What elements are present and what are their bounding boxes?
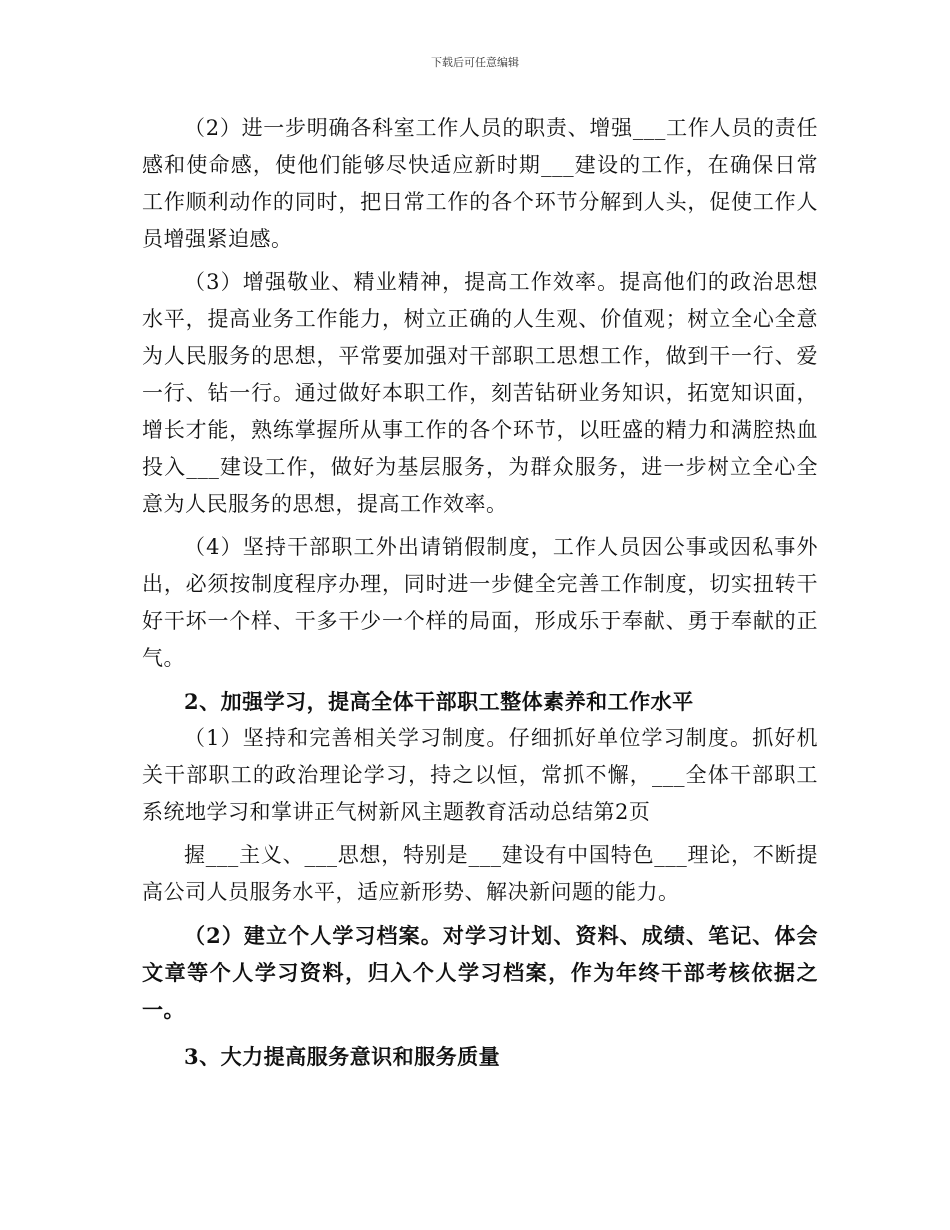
page-header: 下载后可任意编辑 [431,56,519,69]
paragraph-study-archive: （2）建立个人学习档案。对学习计划、资料、成绩、笔记、体会文章等个人学习资料，归入个人学习档案，作为年终干部考核依据之一。 [142,923,818,1022]
paragraph-efficiency: （3）增强敬业、精业精神，提高工作效率。提高他们的政治思想水平，提高业务工作能力，树立正确的人生观、价值观；树立全心全意为人民服务的思想，平常要加强对干部职工思想工作，做到干一行、爱一行、钻一行。通过做好本职工作，刻苦钻研业务知识，拓宽知识面，增长才能，熟练掌握所从事工作的各个环节，以旺盛的精力和满腔热血投入___建设工作，做好为基层服务，为群众服务，进一步树立全心全意为人民服务的思想，提高工作效率。 [142,270,818,516]
section-heading-service: 3、大力提高服务意识和服务质量 [184,1044,501,1069]
paragraph-responsibility: （2）进一步明确各科室工作人员的职责、增强___工作人员的责任感和使命感，使他们能够尽快适应新时期___建设的工作，在确保日常工作顺利动作的同时，把日常工作的各个环节分解到人头，促使工作人员增强紧迫感。 [142,116,818,251]
document-body [142,110,818,1075]
section-heading-study: 2、加强学习，提高全体干部职工整体素养和工作水平 [184,689,694,714]
paragraph-leave-system: （4）坚持干部职工外出请销假制度，工作人员因公事或因私事外出，必须按制度程序办理，同时进一步健全完善工作制度，切实扭转干好干坏一个样、干多干少一个样的局面，形成乐于奉献、勇于奉献的正气。 [142,535,818,670]
paragraph-study-continued: 握___主义、___思想，特别是___建设有中国特色___理论，不断提高公司人员服务水平，适应新形势、解决新问题的能力。 [142,843,818,904]
paragraph-study-system: （1）坚持和完善相关学习制度。仔细抓好单位学习制度。抓好机关干部职工的政治理论学习，持之以恒，常抓不懈，___全体干部职工系统地学习和掌讲正气树新风主题教育活动总结第2页 [142,726,818,824]
